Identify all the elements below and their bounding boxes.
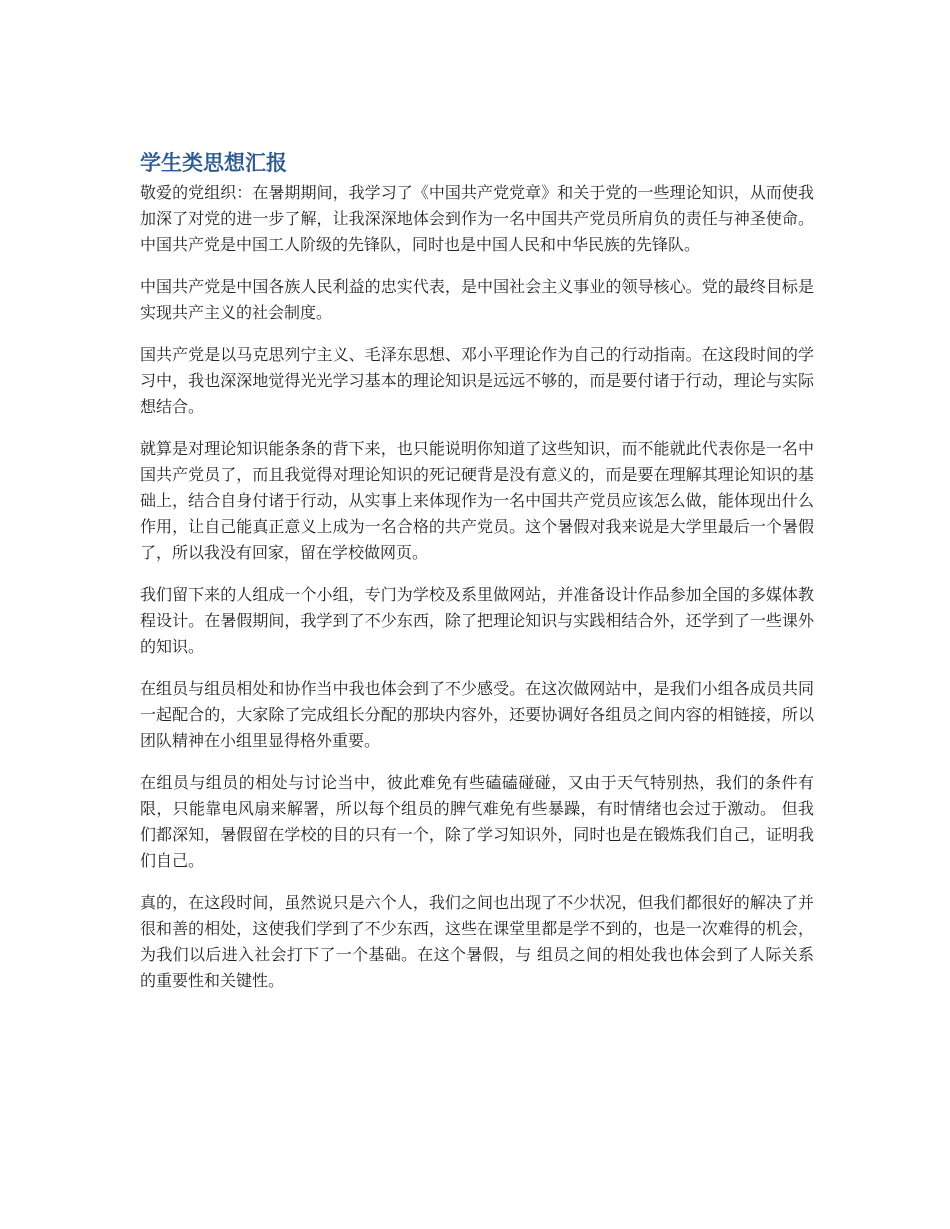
paragraph-8: 真的，在这段时间，虽然说只是六个人，我们之间也出现了不少状况，但我们都很好的解决了并很和善的相处，这使我们学到了不少东西，这些在课堂里都是学不到的，也是一次难得的机会，为我们以后进入社会打下了一个基础。在这个暑假，与 组员之间的相处我也体会到了人际关系的重要性和关键性。 [140, 893, 814, 990]
paragraph-5: 我们留下来的人组成一个小组，专门为学校及系里做网站，并准备设计作品参加全国的多媒体教程设计。在暑假期间，我学到了不少东西，除了把理论知识与实践相结合外，还学到了一些课外的知识。 [140, 585, 814, 656]
document-page [140, 148, 814, 1010]
paragraph-6: 在组员与组员相处和协作当中我也体会到了不少感受。在这次做网站中，是我们小组各成员共同一起配合的，大家除了完成组长分配的那块内容外，还要协调好各组员之间内容的相链接，所以团队精神在小组里显得格外重要。 [140, 679, 814, 750]
paragraph-3: 国共产党是以马克思列宁主义、毛泽东思想、邓小平理论作为自己的行动指南。在这段时间的学习中，我也深深地觉得光光学习基本的理论知识是远远不够的，而是要付诸于行动，理论与实际想结合。 [140, 345, 814, 416]
paragraph-7: 在组员与组员的相处与讨论当中，彼此难免有些磕磕碰碰，又由于天气特别热，我们的条件有限，只能靠电风扇来解署，所以每个组员的脾气难免有些暴躁，有时情绪也会过于激动。 但我们都深知，暑假留在学校的目的只有一个，除了学习知识外，同时也是在锻炼我们自己，证明我们自己。 [140, 773, 814, 870]
paragraph-4: 就算是对理论知识能条条的背下来，也只能说明你知道了这些知识，而不能就此代表你是一名中国共产党员了，而且我觉得对理论知识的死记硬背是没有意义的，而是要在理解其理论知识的基础上，结合自身付诸于行动，从实事上来体现作为一名中国共产党员应该怎么做，能体现出什么作用，让自己能真正意义上成为一名合格的共产党员。这个暑假对我来说是大学里最后一个暑假了，所以我没有回家，留在学校做网页。 [140, 439, 814, 562]
paragraph-2: 中国共产党是中国各族人民利益的忠实代表，是中国社会主义事业的领导核心。党的最终目标是实现共产主义的社会制度。 [140, 277, 814, 322]
paragraph-1: 敬爱的党组织：在暑期期间，我学习了《中国共产党党章》和关于党的一些理论知识，从而使我加深了对党的进一步了解，让我深深地体会到作为一名中国共产党员所肩负的责任与神圣使命。中国共产党是中国工人阶级的先锋队，同时也是中国人民和中华民族的先锋队。 [140, 183, 814, 254]
document-title: 学生类思想汇报 [140, 151, 287, 175]
